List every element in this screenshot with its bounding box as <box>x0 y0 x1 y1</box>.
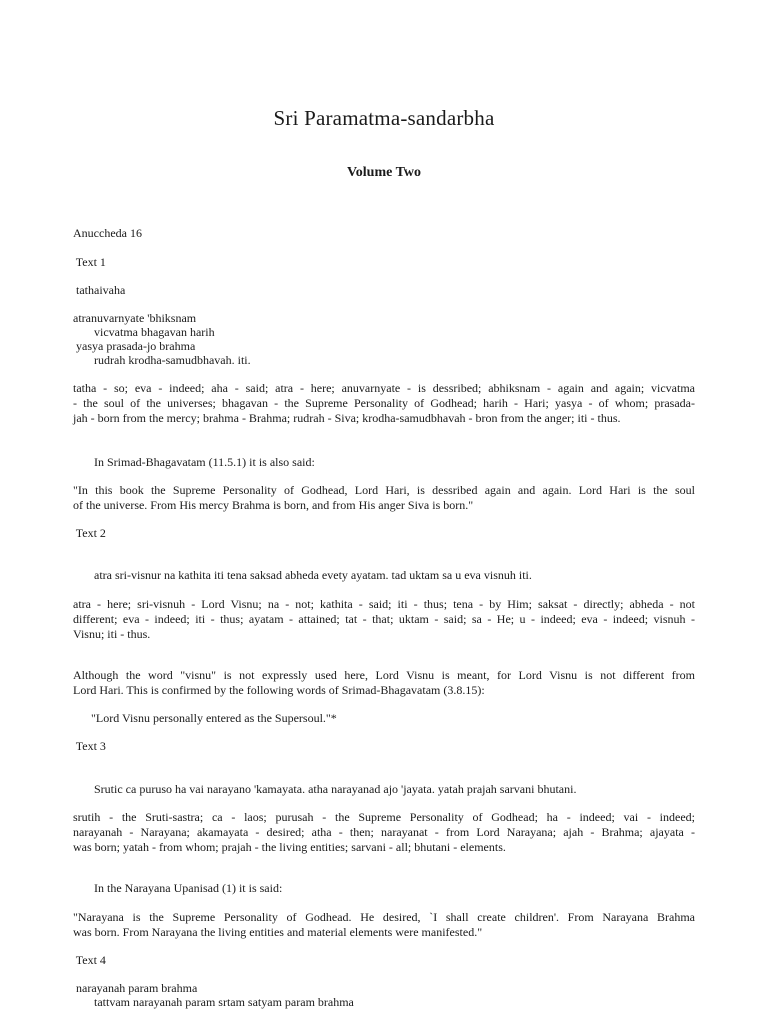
text1-translation-line: "In this book the Supreme Personality of Godhead, Lord Hari, is dessribed again and again. Lord Hari is the soul <box>73 483 695 497</box>
text3-translation-line: "Narayana is the Supreme Personality of Godhead. He desired, `I shall create children'. From Narayana Brahma <box>73 910 695 924</box>
text4-heading: Text 4 <box>73 953 106 967</box>
text3-verse: Srutic ca puruso ha vai narayano 'kamayata. atha narayanad ajo 'jayata. yatah prajah sarvani bhutani. <box>73 782 577 796</box>
text2-purport <box>73 668 695 698</box>
text1-synonyms <box>73 381 695 426</box>
text2-synonyms-line: Visnu; iti - thus. <box>73 627 151 641</box>
volume-subtitle: Volume Two <box>346 165 422 180</box>
text2-synonyms-line: atra - here; sri-visnuh - Lord Visnu; na - not; kathita - said; iti - thus; tena - by Him; saksat - directly; abheda - not <box>73 597 695 611</box>
text2-verse: atra sri-visnur na kathita iti tena saksad abheda evety ayatam. tad uktam sa u eva visnuh iti. <box>73 568 532 582</box>
text4-verse-line: narayanah param brahma <box>73 981 198 995</box>
text3-synonyms <box>73 810 695 855</box>
text3-translation-line: was born. From Narayana the living entities and material elements were manifested." <box>73 925 483 939</box>
text2-quote: "Lord Visnu personally entered as the Supersoul."* <box>73 711 337 725</box>
text3-synonyms-line: was born; yatah - from whom; prajah - the living entities; sarvani - all; bhutani - elements. <box>73 840 506 854</box>
text3-synonyms-line: narayanah - Narayana; akamayata - desired; atha - then; narayanat - from Lord Narayana; ajah - Brahma; ajayata - <box>73 825 695 839</box>
text3-intro: In the Narayana Upanisad (1) it is said: <box>73 881 283 895</box>
text1-synonyms-line: - the soul of the universes; bhagavan - the Supreme Personality of Godhead; harih - Hari; yasya - of whom; prasada- <box>73 396 695 410</box>
text3-heading: Text 3 <box>73 739 106 753</box>
text1-synonyms-line: jah - born from the mercy; brahma - Brahma; rudrah - Siva; krodha-samudbhavah - bron from the anger; iti - thus. <box>73 411 621 425</box>
text1-verse-line: atranuvarnyate 'bhiksnam <box>73 311 197 325</box>
text1-verse-line: tathaivaha <box>73 283 126 297</box>
text3-translation <box>73 910 695 940</box>
text2-heading: Text 2 <box>73 526 106 540</box>
text2-purport-line: Although the word "visnu" is not expressly used here, Lord Visnu is meant, for Lord Visnu is not different from <box>73 668 695 682</box>
anuccheda-heading: Anuccheda 16 <box>73 226 142 240</box>
text2-synonyms-line: different; eva - indeed; iti - thus; ayatam - attained; tat - that; uktam - said; sa - He; u - indeed; eva - indeed; visnuh - <box>73 612 695 626</box>
text1-translation <box>73 483 695 513</box>
text3-synonyms-line: srutih - the Sruti-sastra; ca - laos; purusah - the Supreme Personality of Godhead; ha - indeed; vai - indeed; <box>73 810 695 824</box>
text1-heading: Text 1 <box>73 255 106 269</box>
text1-verse-line: vicvatma bhagavan harih <box>73 325 215 339</box>
document-title: Sri Paramatma-sandarbha <box>273 106 495 130</box>
text2-synonyms <box>73 597 695 642</box>
text1-translation-line: of the universe. From His mercy Brahma is born, and from His anger Siva is born." <box>73 498 474 512</box>
text1-intro: In Srimad-Bhagavatam (11.5.1) it is also said: <box>73 455 315 469</box>
text1-verse-line: rudrah krodha-samudbhavah. iti. <box>73 353 251 367</box>
text4-verse-line: tattvam narayanah param srtam satyam param brahma <box>73 995 354 1009</box>
text1-synonyms-line: tatha - so; eva - indeed; aha - said; atra - here; anuvarnyate - is dessribed; abhiksnam - again and again; vicvatma <box>73 381 695 395</box>
text1-verse-line: yasya prasada-jo brahma <box>73 339 196 353</box>
text2-purport-line: Lord Hari. This is confirmed by the following words of Srimad-Bhagavatam (3.8.15): <box>73 683 485 697</box>
